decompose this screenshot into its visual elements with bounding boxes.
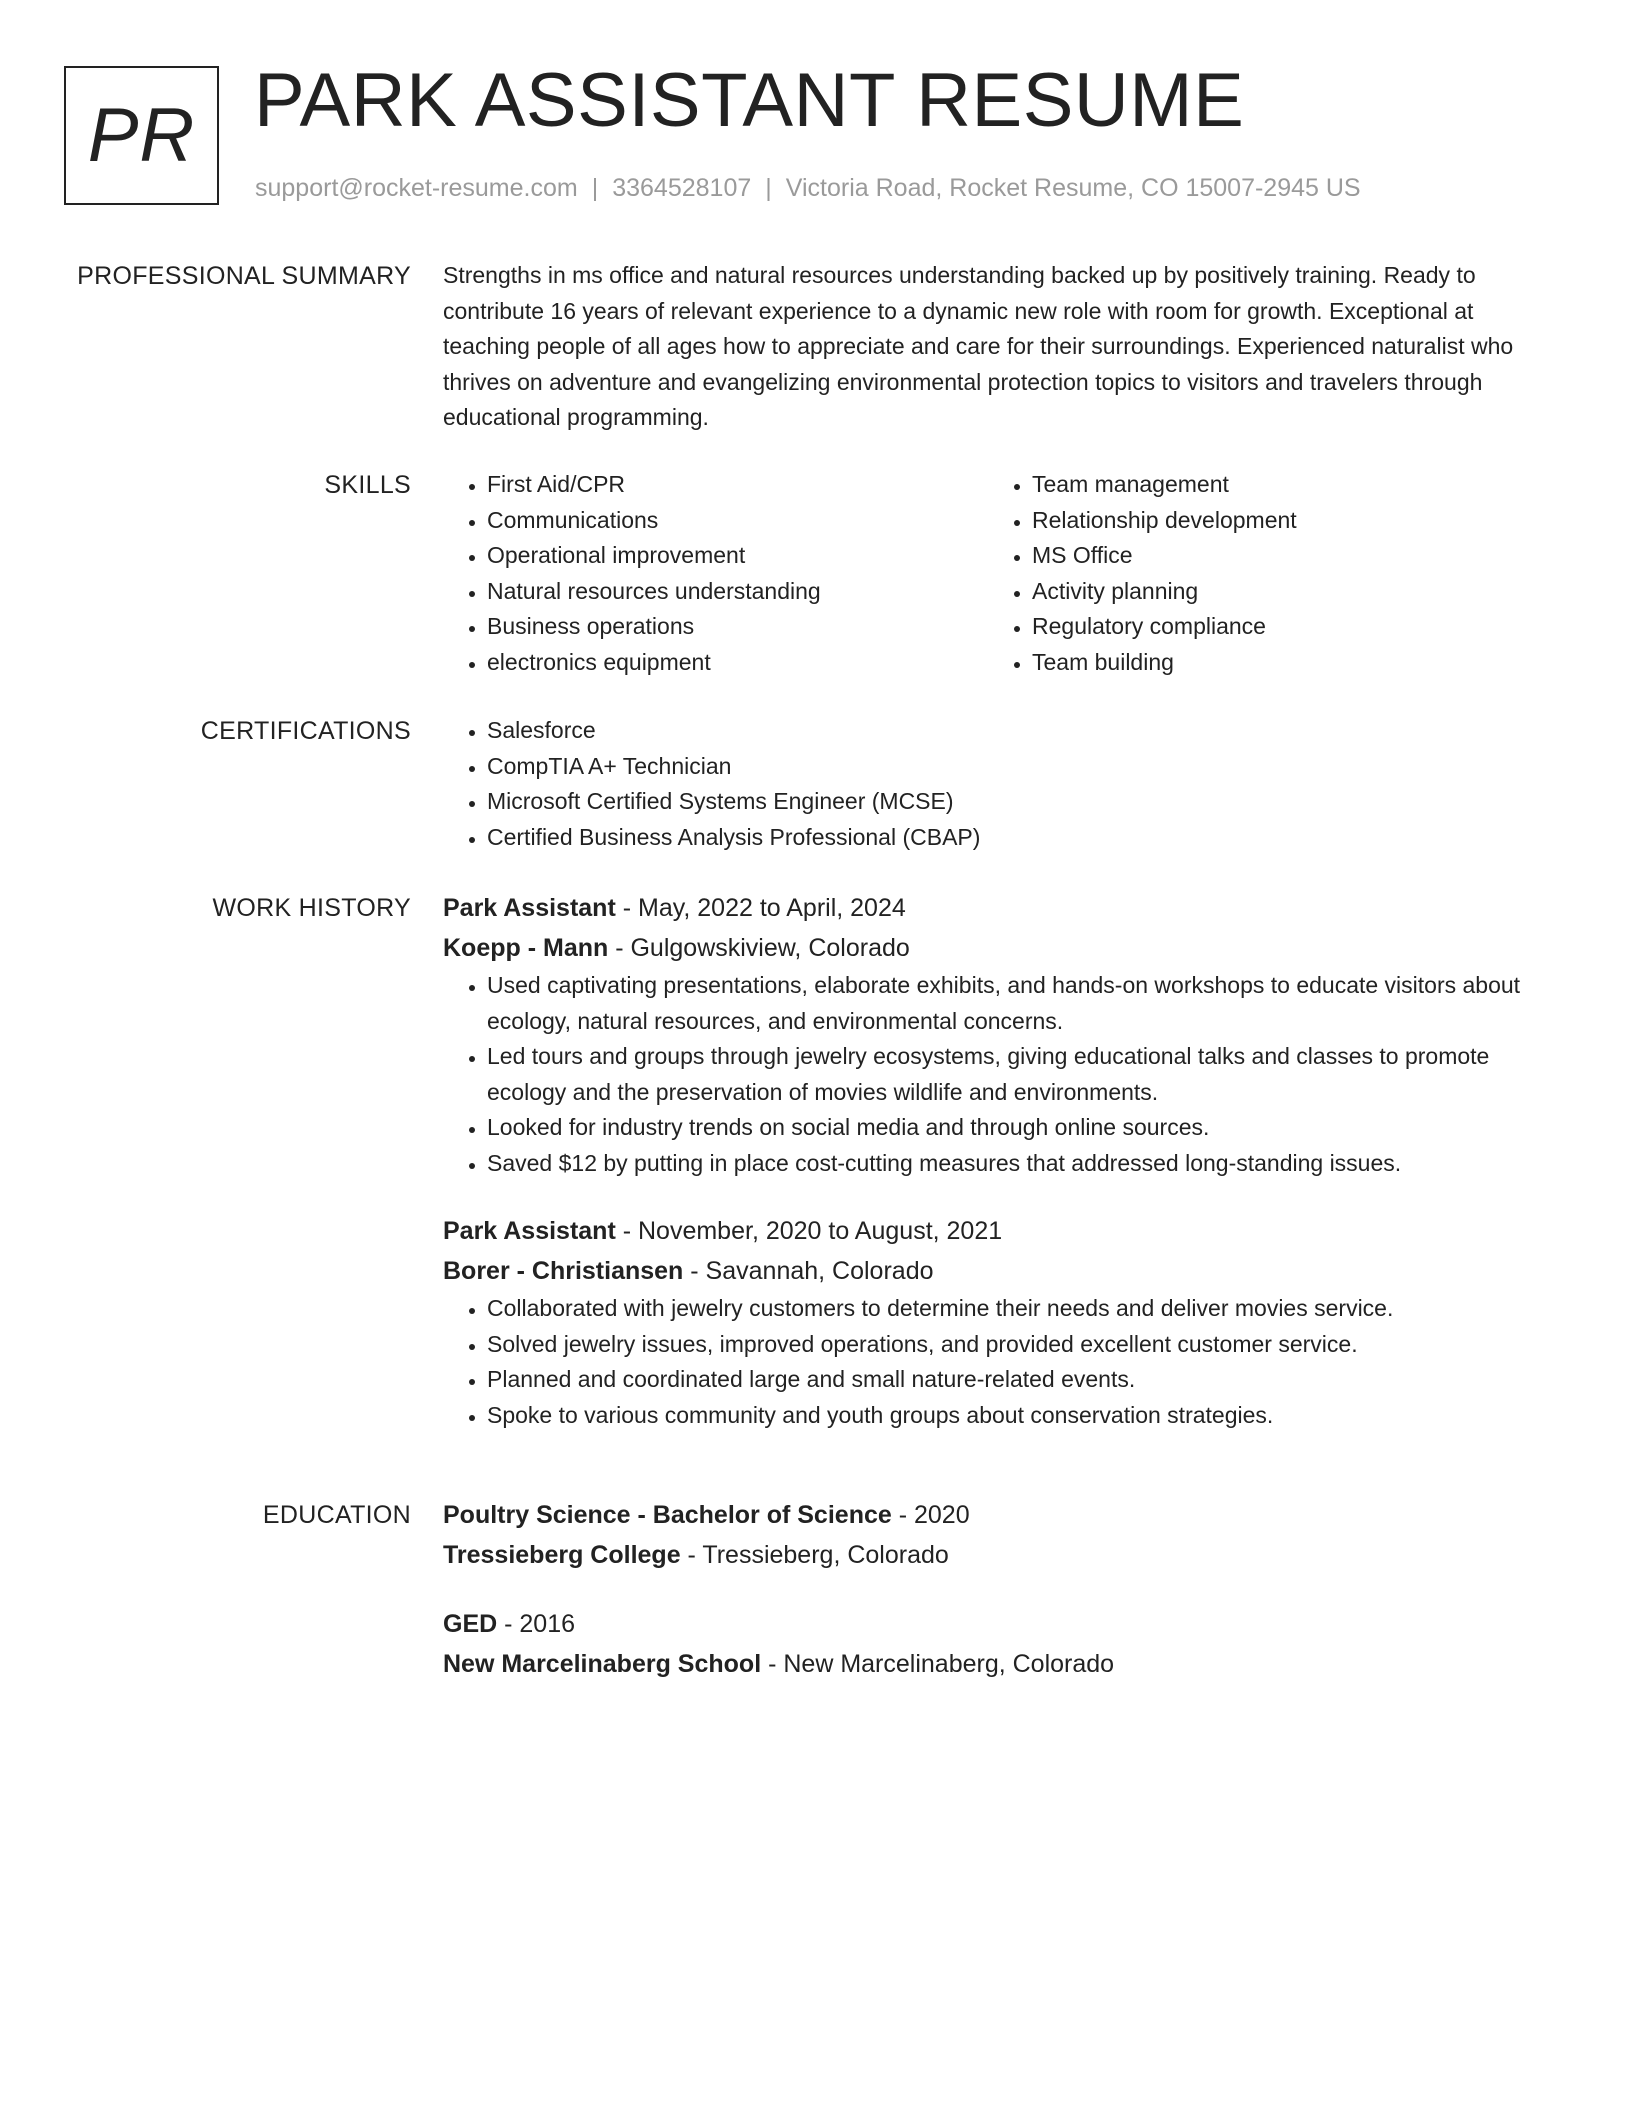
- contact-line: [255, 172, 1361, 204]
- job-duties-list: [443, 968, 1553, 1181]
- skill-item: • Team management: [1032, 467, 1533, 503]
- education-school-line: [443, 1644, 1553, 1684]
- certification-item: • Microsoft Certified Systems Engineer (MCSE): [487, 784, 1553, 820]
- section-label-work-history: WORK HISTORY: [212, 894, 411, 922]
- education-location: - Tressieberg, Colorado: [680, 1541, 949, 1569]
- skills-columns: [443, 467, 1553, 680]
- section-label-education: EDUCATION: [262, 1501, 411, 1529]
- job-duty: • Collaborated with jewelry customers to determine their needs and deliver movies service.: [487, 1291, 1553, 1327]
- job-duties-list: [443, 1291, 1553, 1433]
- skills-column-left: [443, 467, 988, 680]
- skill-item: • Team building: [1032, 645, 1533, 681]
- certifications-body: [443, 713, 1553, 855]
- job-duty: • Spoke to various community and youth groups about conservation strategies.: [487, 1398, 1553, 1434]
- skill-item: • Communications: [487, 503, 988, 539]
- job-title: Park Assistant: [443, 1217, 616, 1245]
- skill-item: • First Aid/CPR: [487, 467, 988, 503]
- job-title: Park Assistant: [443, 894, 616, 922]
- education-year: - 2020: [891, 1501, 970, 1529]
- work-history-body: [443, 888, 1553, 1433]
- job-company-line: [443, 1251, 1553, 1291]
- job-dates: - May, 2022 to April, 2024: [615, 894, 906, 922]
- job-title-line: [443, 888, 1553, 928]
- certifications-list: [443, 713, 1553, 855]
- job-duty: • Used captivating presentations, elaborate exhibits, and hands-on workshops to educate visitors about ecology, natural resources, and environmental concerns.: [487, 968, 1553, 1039]
- job-company: Koepp - Mann: [443, 934, 609, 962]
- skills-body: [443, 467, 1553, 680]
- monogram-text: PR: [87, 93, 196, 178]
- education-body: [443, 1495, 1553, 1684]
- skill-item: • electronics equipment: [487, 645, 988, 681]
- education-school: New Marcelinaberg School: [443, 1650, 762, 1678]
- education-location: - New Marcelinaberg, Colorado: [761, 1650, 1115, 1678]
- skill-item: • Activity planning: [1032, 574, 1533, 610]
- job-title-line: [443, 1211, 1553, 1251]
- education-degree-line: [443, 1604, 1553, 1644]
- skills-list-right: [988, 467, 1533, 680]
- education-degree: GED: [443, 1610, 498, 1638]
- skill-item: • MS Office: [1032, 538, 1533, 574]
- skills-column-right: [988, 467, 1533, 680]
- skill-item: • Operational improvement: [487, 538, 988, 574]
- education-year: - 2016: [497, 1610, 576, 1638]
- education-entry: [443, 1604, 1553, 1684]
- job-duty: • Led tours and groups through jewelry ecosystems, giving educational talks and classes to promote ecology and the preservation of movies wildlife and environments.: [487, 1039, 1553, 1110]
- skill-item: • Regulatory compliance: [1032, 609, 1533, 645]
- job-company-line: [443, 928, 1553, 968]
- job-duty: • Solved jewelry issues, improved operations, and provided excellent customer service.: [487, 1327, 1553, 1363]
- summary-text: Strengths in ms office and natural resources understanding backed up by positively training. Ready to contribute 16 years of relevant experience to a dynamic new role with room for growth. Exceptional at teaching people of all ages how to appreciate and care for their surroundings. Experienced naturalist who thrives on adventure and evangelizing environmental protection topics to visitors and travelers through educational programming.: [443, 262, 1514, 430]
- certification-item: • CompTIA A+ Technician: [487, 749, 1553, 785]
- job-duty: • Planned and coordinated large and small nature-related events.: [487, 1362, 1553, 1398]
- contact-separator: |: [765, 174, 772, 202]
- section-label-certifications: CERTIFICATIONS: [200, 717, 411, 745]
- job-dates: - November, 2020 to August, 2021: [615, 1217, 1003, 1245]
- resume-title: PARK ASSISTANT RESUME: [254, 58, 1245, 143]
- contact-email: support@rocket-resume.com: [255, 174, 578, 202]
- education-school: Tressieberg College: [443, 1541, 681, 1569]
- education-entry: [443, 1495, 1553, 1575]
- job-entry: [443, 888, 1553, 1181]
- job-location: - Savannah, Colorado: [683, 1257, 934, 1285]
- section-label-skills: SKILLS: [324, 471, 411, 499]
- certification-item: • Certified Business Analysis Professional (CBAP): [487, 820, 1553, 856]
- job-duty: • Looked for industry trends on social media and through online sources.: [487, 1110, 1553, 1146]
- skill-item: • Business operations: [487, 609, 988, 645]
- job-company: Borer - Christiansen: [443, 1257, 684, 1285]
- education-degree: Poultry Science - Bachelor of Science: [443, 1501, 892, 1529]
- section-label-summary: PROFESSIONAL SUMMARY: [77, 262, 411, 290]
- summary-body: [443, 258, 1553, 436]
- monogram-badge: [64, 66, 219, 205]
- job-duty: • Saved $12 by putting in place cost-cutting measures that addressed long-standing issues.: [487, 1146, 1553, 1182]
- education-school-line: [443, 1535, 1553, 1575]
- education-degree-line: [443, 1495, 1553, 1535]
- skill-item: • Relationship development: [1032, 503, 1533, 539]
- certification-item: • Salesforce: [487, 713, 1553, 749]
- contact-address: Victoria Road, Rocket Resume, CO 15007-2945 US: [785, 174, 1361, 202]
- job-location: - Gulgowskiview, Colorado: [608, 934, 910, 962]
- skills-list-left: [443, 467, 988, 680]
- contact-separator: |: [591, 174, 599, 202]
- skill-item: • Natural resources understanding: [487, 574, 988, 610]
- job-entry: [443, 1211, 1553, 1433]
- contact-phone: 3364528107: [612, 174, 752, 202]
